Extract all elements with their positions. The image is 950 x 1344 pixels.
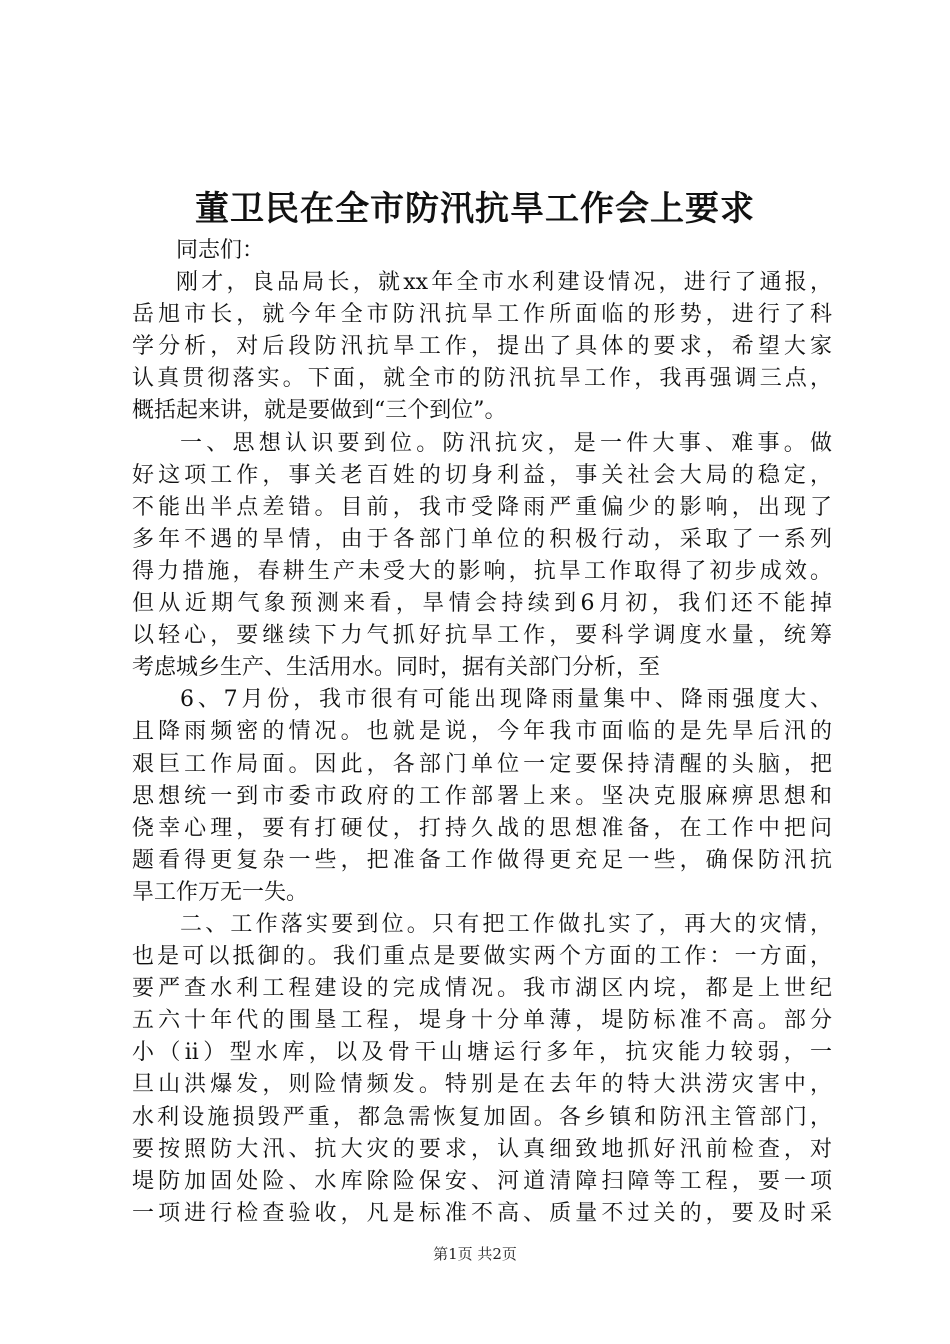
text-line: 得力措施，春耕生产未受大的影响，抗旱工作取得了初步成效。 (132, 558, 832, 584)
text-line: 认真贯彻落实。下面，就全市的防汛抗旱工作，我再强调三点， (132, 366, 832, 392)
document-body (132, 235, 832, 1230)
text-line: 艰巨工作局面。因此，各部门单位一定要保持清醒的头脑，把 (132, 751, 832, 777)
text-line: 多年不遇的旱情，由于各部门单位的积极行动，采取了一系列 (132, 526, 832, 552)
salutation-line: 同志们： (176, 238, 265, 263)
text-line: 也是可以抵御的。我们重点是要做实两个方面的工作：一方面， (132, 944, 832, 970)
text-line: 要按照防大汛、抗大灾的要求，认真细致地抓好汛前检查，对 (132, 1136, 832, 1162)
text-line: 一项进行检查验收，凡是标准不高、质量不过关的，要及时采 (132, 1200, 832, 1226)
section-heading-line: 二、工作落实要到位。只有把工作做扎实了，再大的灾情， (180, 911, 832, 937)
text-line: 侥幸心理，要有打硬仗，打持久战的思想准备，在工作中把问 (132, 815, 832, 841)
section-heading-line: 一、思想认识要到位。防汛抗灾，是一件大事、难事。做 (180, 430, 832, 456)
page-number-footer: 第1页 共2页 (433, 1245, 517, 1263)
text-line: 且降雨频密的情况。也就是说，今年我市面临的是先旱后汛的 (132, 719, 832, 745)
text-line: 但从近期气象预测来看，旱情会持续到6月初，我们还不能掉 (132, 591, 832, 617)
text-line: 岳旭市长，就今年全市防汛抗旱工作所面临的形势，进行了科 (132, 302, 832, 328)
page-title: 董卫民在全市防汛抗旱工作会上要求 (195, 189, 755, 229)
text-line: 五六十年代的围垦工程，堤身十分单薄，堤防标准不高。部分 (132, 1008, 832, 1034)
text-line: 旱工作万无一失。 (132, 879, 309, 905)
text-line: 好这项工作，事关老百姓的切身利益，事关社会大局的稳定， (132, 462, 832, 488)
text-line: 概括起来讲，就是要做到“三个到位”。 (132, 398, 507, 424)
text-line: 学分析，对后段防汛抗旱工作，提出了具体的要求，希望大家 (132, 334, 832, 360)
text-line: 水利设施损毁严重，都急需恢复加固。各乡镇和防汛主管部门， (132, 1104, 832, 1130)
text-line: 以轻心，要继续下力气抓好抗旱工作，要科学调度水量，统筹 (132, 623, 832, 649)
text-line: 题看得更复杂一些，把准备工作做得更充足一些，确保防汛抗 (132, 847, 832, 873)
text-line: 思想统一到市委市政府的工作部署上来。坚决克服麻痹思想和 (132, 783, 832, 809)
text-line: 6、7月份，我市很有可能出现降雨量集中、降雨强度大、 (180, 687, 832, 713)
text-line: 考虑城乡生产、生活用水。同时，据有关部门分析，至 (132, 655, 661, 681)
text-line: 堤防加固处险、水库除险保安、河道清障扫障等工程，要一项 (132, 1168, 832, 1194)
text-line: 刚才，良品局长，就xx年全市水利建设情况，进行了通报， (176, 270, 832, 296)
text-line: 小（ii）型水库，以及骨干山塘运行多年，抗灾能力较弱，一 (132, 1040, 832, 1066)
text-line: 旦山洪爆发，则险情频发。特别是在去年的特大洪涝灾害中， (132, 1072, 832, 1098)
text-line: 要严查水利工程建设的完成情况。我市湖区内垸，都是上世纪 (132, 976, 832, 1002)
text-line: 不能出半点差错。目前，我市受降雨严重偏少的影响，出现了 (132, 494, 832, 520)
